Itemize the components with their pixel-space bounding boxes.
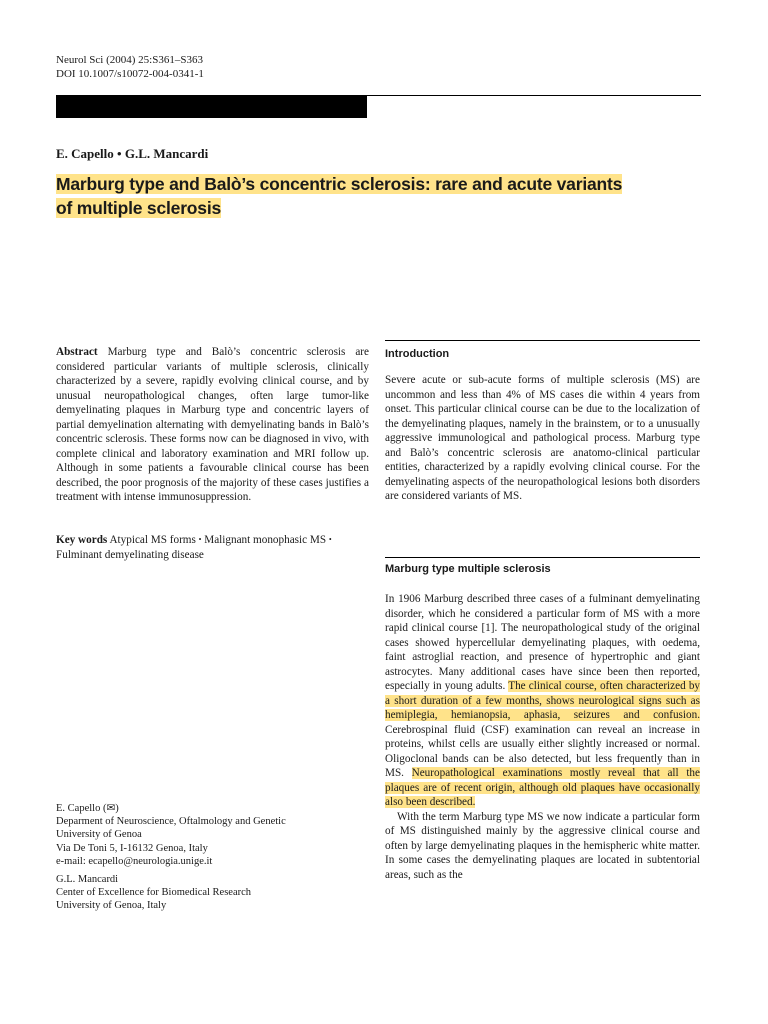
keyword: Fulminant demyelinating disease bbox=[56, 548, 204, 561]
affiliation-line: University of Genoa bbox=[56, 829, 142, 841]
section-rule bbox=[385, 557, 700, 558]
bullet-separator: • bbox=[328, 535, 332, 545]
header-black-bar bbox=[56, 95, 367, 118]
highlight: The clinical course, often characterized by a short duration of a few months, shows neurological signs such as hemiplegia, hemianopsia, aphasia, seizures and confusion. bbox=[385, 680, 701, 721]
section-rule bbox=[385, 340, 700, 341]
affiliation-author-1-name: E. Capello ( bbox=[56, 803, 107, 814]
keywords-label: Key words bbox=[56, 534, 108, 546]
title-line-2: of multiple sclerosis bbox=[56, 198, 222, 218]
abstract bbox=[56, 345, 369, 505]
affiliation-line: Via De Toni 5, I-16132 Genoa, Italy bbox=[56, 842, 208, 854]
marburg-text bbox=[385, 592, 700, 882]
paper-title bbox=[56, 172, 706, 220]
abstract-label: Abstract bbox=[56, 346, 98, 358]
keywords bbox=[56, 533, 369, 562]
marburg-heading: Marburg type multiple sclerosis bbox=[385, 563, 551, 575]
bullet-separator: • bbox=[198, 535, 202, 545]
keyword: Malignant monophasic MS bbox=[204, 534, 327, 546]
introduction-heading: Introduction bbox=[385, 348, 450, 360]
header-rule bbox=[367, 95, 701, 96]
marburg-paragraph-2: With the term Marburg type MS we now indicate a particular form of MS distinguished mainly by the aggressive clinical course and often by large demyelinating plaques in the hemispheric white matter. In some cases the demyelinating plaques are located in subtentorial areas, such as the bbox=[385, 810, 700, 881]
journal-reference bbox=[56, 53, 204, 81]
affiliation-author-2-name: G.L. Mancardi bbox=[56, 874, 119, 885]
title-line-1: Marburg type and Balò’s concentric sclerosis: rare and acute variants bbox=[56, 174, 623, 194]
authors: E. Capello • G.L. Mancardi bbox=[56, 146, 209, 161]
journal-citation: Neurol Sci (2004) 25:S361–S363 bbox=[56, 54, 203, 66]
doi: DOI 10.1007/s10072-004-0341-1 bbox=[56, 68, 204, 80]
mail-icon: ✉ bbox=[106, 803, 116, 814]
affiliation-line: University of Genoa, Italy bbox=[56, 900, 167, 912]
affiliation-line: Center of Excellence for Biomedical Research bbox=[56, 887, 252, 899]
marburg-paragraph-1: In 1906 Marburg described three cases of a fulminant demyelinating disorder, which he considered a particular form of MS with a more rapid clinical course [1]. The neuropathological study of the original cases showed hypercellular demyelinating plaques, with oedema, faint astroglial reaction, and presence of hypertrophic and giant astrocytes. Many additional cases have since been then reported, especially in young adults. The clinical course, often characterized by a short duration of a few months, shows neurological signs such as hemiplegia, hemianopsia, aphasia, seizures and confusion. Cerebrospinal fluid (CSF) examination can reveal an increase in proteins, whilst cells are usually either slightly increased or normal. Oligoclonal bands can be also detected, but less frequently than in MS. Neuropathological examinations mostly reveal that all the plaques are of recent origin, although old plaques have occasionally also been described. bbox=[385, 593, 701, 808]
keyword: Atypical MS forms bbox=[109, 534, 196, 546]
affiliation-author-2 bbox=[56, 873, 369, 913]
affiliation-email: e-mail: ecapello@neurologia.unige.it bbox=[56, 855, 213, 867]
highlight: Neuropathological examinations mostly reveal that all the plaques are of recent origin, although old plaques have occasionally also been described. bbox=[385, 767, 700, 808]
affiliation-line: Deparment of Neuroscience, Oftalmology and Genetic bbox=[56, 816, 286, 828]
introduction-text: Severe acute or sub-acute forms of multiple sclerosis (MS) are uncommon and less than 4% of MS cases die within 4 years from onset. This particular clinical course can be due to the localization of the demyelinating plaques, namely in the brainstem, or to a unusually aggressive immunological and pathological process. Marburg type and Balò’s concentric sclerosis are anatomo-clinical particular entities, characterized by a rapidly evolving clinical course. For the demyelinating aspects of the neuropathological lesions both disorders are considered variants of MS. bbox=[385, 374, 700, 502]
abstract-text: Marburg type and Balò’s concentric sclerosis are considered particular variants of multiple sclerosis, clinically characterized by a severe, rapidly evolving clinical course, and by unusual neuropathological changes, often large tumor-like demyelinating plaques in Marburg type and concentric layers of partial demyelination alternating with demyelinating bands in Balò’s concentric sclerosis. These forms now can be diagnosed in vivo, with complete clinical and laboratory examination and MRI follow up. Although in some patients a favourable clinical course has been described, the poor prognosis of the majority of these cases justifies a treatment with intense immunosuppression. bbox=[56, 346, 369, 503]
affiliation-author-1: E. Capello (✉) Deparment of Neuroscience, Oftalmology and Genetic University of Genoa Via De Toni 5, I-16132 Genoa, Italy e-mail: ecapello@neurologia.unige.it bbox=[56, 802, 369, 868]
